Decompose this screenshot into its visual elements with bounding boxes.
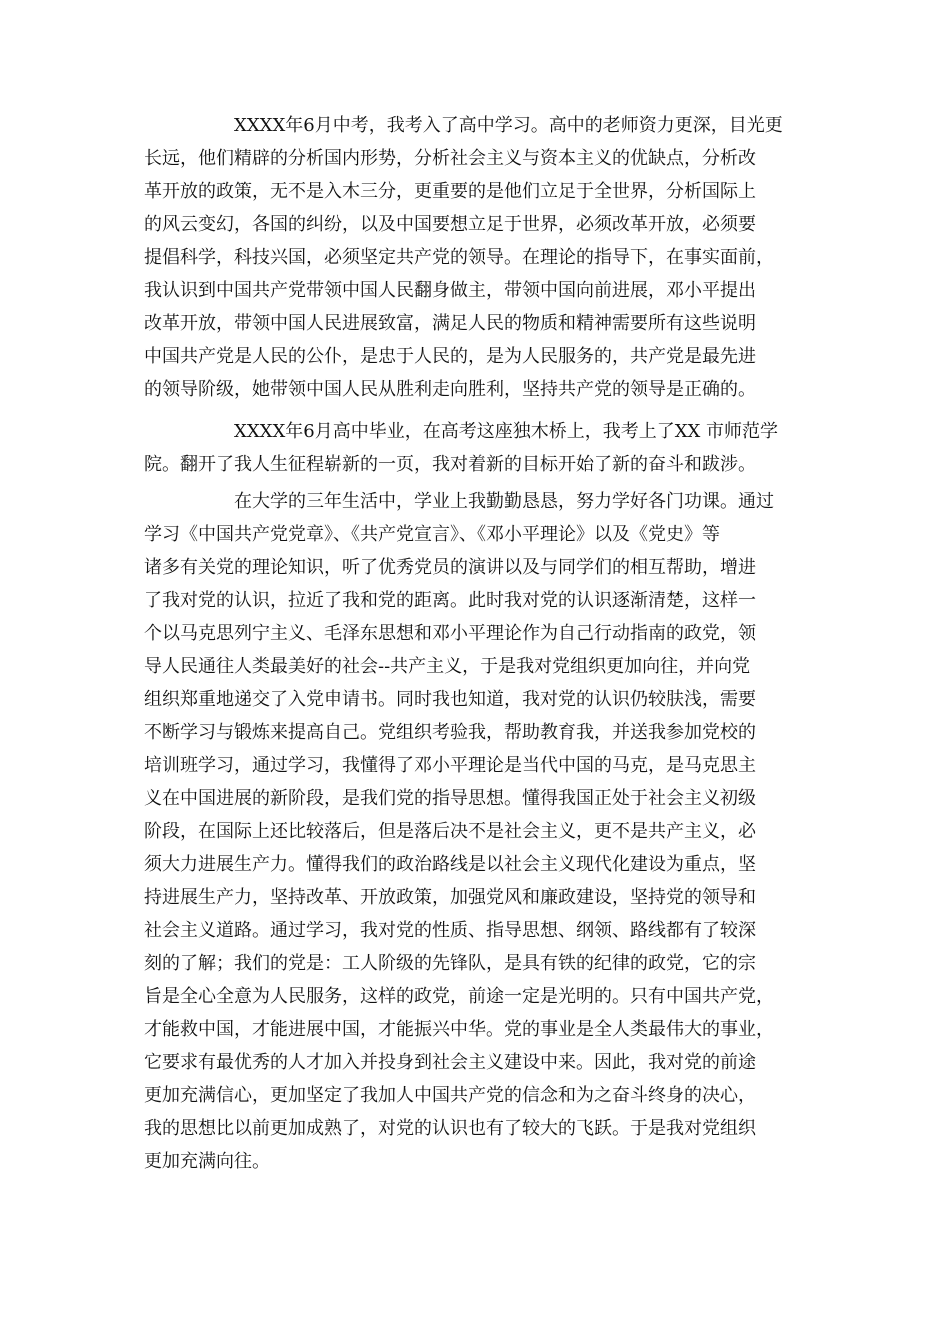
paragraph-line: 刻的了解；我们的党是：工人阶级的先锋队，是具有铁的纪律的政党，它的宗 <box>144 953 756 974</box>
paragraph-line: 更加充满信心，更加坚定了我加人中国共产党的信念和为之奋斗终身的决心， <box>144 1085 756 1106</box>
paragraph-line: XXXX年6月高中毕业，在高考这座独木桥上，我考上了XX 市师范学 <box>234 421 779 442</box>
paragraph-line: 个以马克思列宁主义、毛泽东思想和邓小平理论作为自己行动指南的政党，领 <box>144 623 756 644</box>
paragraph-line: 才能救中国，才能进展中国，才能振兴中华。党的事业是全人类最伟大的事业， <box>144 1019 774 1040</box>
paragraph-line: 导人民通往人类最美好的社会--共产主义，于是我对党组织更加向往，并向党 <box>144 656 751 677</box>
paragraph-line: 的风云变幻，各国的纠纷，以及中国要想立足于世界，必须改革开放，必须要 <box>144 214 756 235</box>
paragraph-line: 不断学习与锻炼来提高自己。党组织考验我，帮助教育我，并送我参加党校的 <box>144 722 756 743</box>
paragraph-line: 学习《中国共产党党章》、《共产党宣言》、《邓小平理论》以及《党史》等 <box>144 524 720 545</box>
paragraph-line: 旨是全心全意为人民服务，这样的政党，前途一定是光明的。只有中国共产党， <box>144 986 774 1007</box>
paragraph-line: 在大学的三年生活中，学业上我勤勤恳恳，努力学好各门功课。通过 <box>234 491 774 512</box>
paragraph-line: 我认识到中国共产党带领中国人民翻身做主，带领中国向前进展，邓小平提出 <box>144 280 756 301</box>
paragraph-line: 诸多有关党的理论知识，听了优秀党员的演讲以及与同学们的相互帮助，增进 <box>144 557 756 578</box>
paragraph-line: 长远，他们精辟的分析国内形势，分析社会主义与资本主义的优缺点，分析改 <box>144 148 756 169</box>
paragraph-line: 改革开放，带领中国人民进展致富，满足人民的物质和精神需要所有这些说明 <box>144 313 756 334</box>
paragraph-line: 中国共产党是人民的公仆，是忠于人民的，是为人民服务的，共产党是最先进 <box>144 346 756 367</box>
paragraph-line: 提倡科学，科技兴国，必须坚定共产党的领导。在理论的指导下，在事实面前， <box>144 247 774 268</box>
paragraph-line: 义在中国进展的新阶段，是我们党的指导思想。懂得我国正处于社会主义初级 <box>144 788 756 809</box>
paragraph-line: 更加充满向往。 <box>144 1151 270 1172</box>
paragraph-line: 我的思想比以前更加成熟了，对党的认识也有了较大的飞跃。于是我对党组织 <box>144 1118 756 1139</box>
paragraph-line: 革开放的政策，无不是入木三分，更重要的是他们立足于全世界，分析国际上 <box>144 181 756 202</box>
paragraph-line: 培训班学习，通过学习，我懂得了邓小平理论是当代中国的马克，是马克思主 <box>144 755 756 776</box>
paragraph-line: XXXX年6月中考，我考入了高中学习。高中的老师资力更深，目光更 <box>234 115 783 136</box>
paragraph-line: 组织郑重地递交了入党申请书。同时我也知道，我对党的认识仍较肤浅，需要 <box>144 689 756 710</box>
paragraph-line: 须大力进展生产力。懂得我们的政治路线是以社会主义现代化建设为重点，坚 <box>144 854 756 875</box>
paragraph-1 <box>144 110 806 406</box>
paragraph-line: 院。翻开了我人生征程崭新的一页，我对着新的目标开始了新的奋斗和跋涉。 <box>144 454 756 475</box>
paragraph-3 <box>144 486 806 1180</box>
paragraph-line: 持进展生产力，坚持改革、开放政策，加强党风和廉政建设，坚持党的领导和 <box>144 887 756 908</box>
paragraph-line: 它要求有最优秀的人才加入并投身到社会主义建设中来。因此，我对党的前途 <box>144 1052 756 1073</box>
paragraph-2 <box>144 416 806 482</box>
paragraph-line: 的领导阶级，她带领中国人民从胜利走向胜利，坚持共产党的领导是正确的。 <box>144 379 756 400</box>
paragraph-line: 了我对党的认识，拉近了我和党的距离。此时我对党的认识逐渐清楚，这样一 <box>144 590 756 611</box>
paragraph-line: 社会主义道路。通过学习，我对党的性质、指导思想、纲领、路线都有了较深 <box>144 920 756 941</box>
paragraph-line: 阶段，在国际上还比较落后，但是落后决不是社会主义，更不是共产主义，必 <box>144 821 756 842</box>
